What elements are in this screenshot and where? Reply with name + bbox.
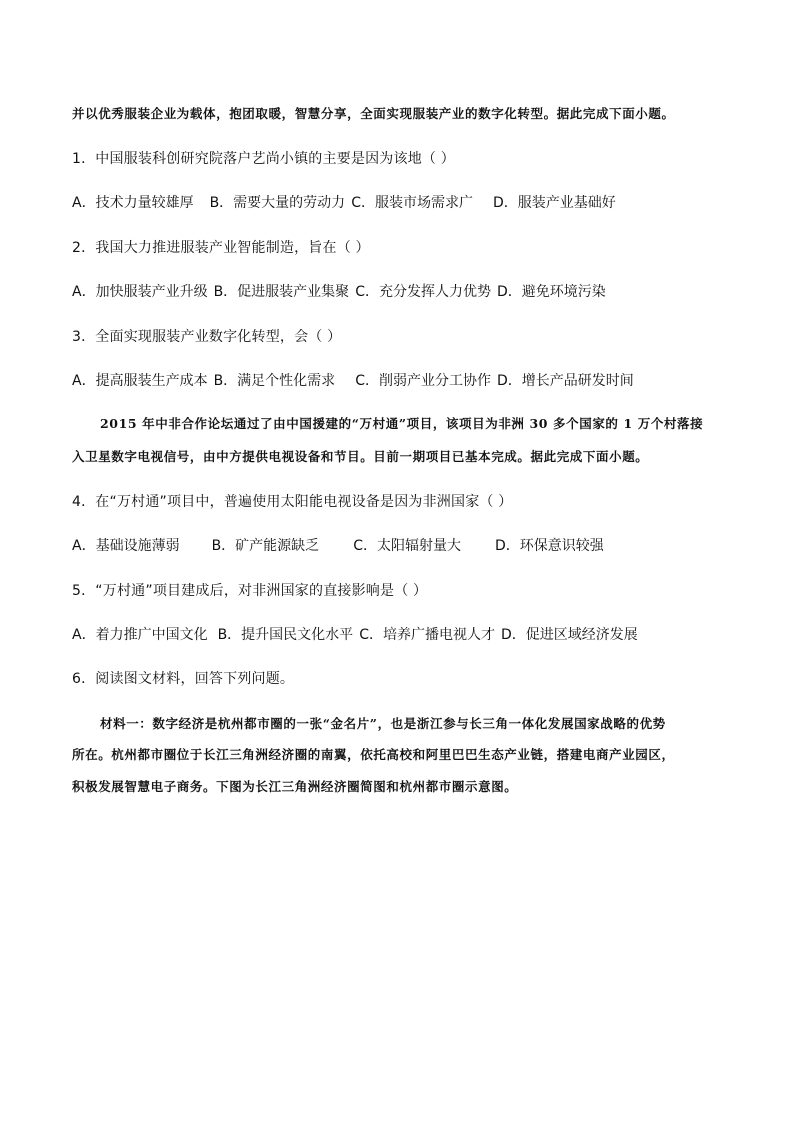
passage1-tail: 并以优秀服装企业为载体，抱团取暖，智慧分享，全面实现服装产业的数字化转型。据此完成下面小题。 (72, 106, 675, 121)
q3-option-c: C．削弱产业分工协作 (355, 373, 491, 389)
q1-option-b: B．需要大量的劳动力 (209, 195, 346, 211)
q1-option-c: C．服装市场需求广 (351, 195, 473, 211)
material1-line3: 积极发展智慧电子商务。下图为长江三角洲经济圈简图和杭州都市圈示意图。 (72, 779, 518, 794)
q2-option-d: D．避免环境污染 (496, 284, 606, 300)
q4-option-c: C．太阳辐射量大 (353, 538, 461, 554)
q4-option-d: D．环保意识较强 (494, 538, 604, 554)
q2-option-c: C．充分发挥人力优势 (355, 284, 491, 300)
q4-option-a: A．基础设施薄弱 (72, 538, 180, 554)
material1-line2: 所在。杭州都市圈位于长江三角洲经济圈的南翼，依托高校和阿里巴巴生态产业链，搭建电商产业园区， (72, 747, 675, 762)
q1-option-a: A．技术力量较雄厚 (72, 195, 194, 211)
q1-option-d: D．服装产业基础好 (492, 195, 616, 211)
q4-option-b: B．矿产能源缺乏 (211, 538, 320, 554)
passage2-line2: 入卫星数字电视信号，由中方提供电视设备和节目。目前一期项目已基本完成。据此完成下面小题。 (72, 449, 649, 464)
question-1-stem: 1．中国服装科创研究院落户艺尚小镇的主要是因为该地（ ） (72, 151, 455, 167)
material1-line1: 材料一：数字经济是杭州都市圈的一张“金名片”，也是浙江参与长三角一体化发展国家战略的优势 (100, 716, 666, 731)
question-4-options (72, 535, 618, 555)
q3-option-d: D．增长产品研发时间 (496, 373, 634, 389)
q3-option-b: B．满足个性化需求 (213, 373, 336, 389)
passage2-line1: 2015 年中非合作论坛通过了由中国援建的“万村通”项目，该项目为非洲 30 多个国家的 1 万个村落接 (100, 416, 704, 431)
question-3-options (72, 370, 648, 390)
question-3-stem: 3．全面实现服装产业数字化转型，会（ ） (72, 329, 342, 345)
question-2-options (72, 281, 620, 301)
q2-option-a: A．加快服装产业升级 (72, 284, 208, 300)
question-1-options (72, 192, 630, 212)
q2-option-b: B．促进服装产业集聚 (213, 284, 350, 300)
question-2-stem: 2．我国大力推进服装产业智能制造，旨在（ ） (72, 240, 370, 256)
question-4-stem: 4．在“万村通”项目中，普遍使用太阳能电视设备是因为非洲国家（ ） (72, 494, 513, 510)
question-6-stem: 6．阅读图文材料，回答下列问题。 (72, 671, 295, 687)
q5-option-b: B．提升国民文化水平 (217, 627, 354, 643)
q5-option-d: D．促进区域经济发展 (500, 627, 638, 643)
question-5-stem: 5．“万村通”项目建成后，对非洲国家的直接影响是（ ） (72, 583, 428, 599)
q5-option-c: C．培养广播电视人才 (359, 627, 495, 643)
question-5-options (72, 624, 652, 644)
q3-option-a: A．提高服装生产成本 (72, 373, 208, 389)
q5-option-a: A．着力推广中国文化 (72, 627, 208, 643)
